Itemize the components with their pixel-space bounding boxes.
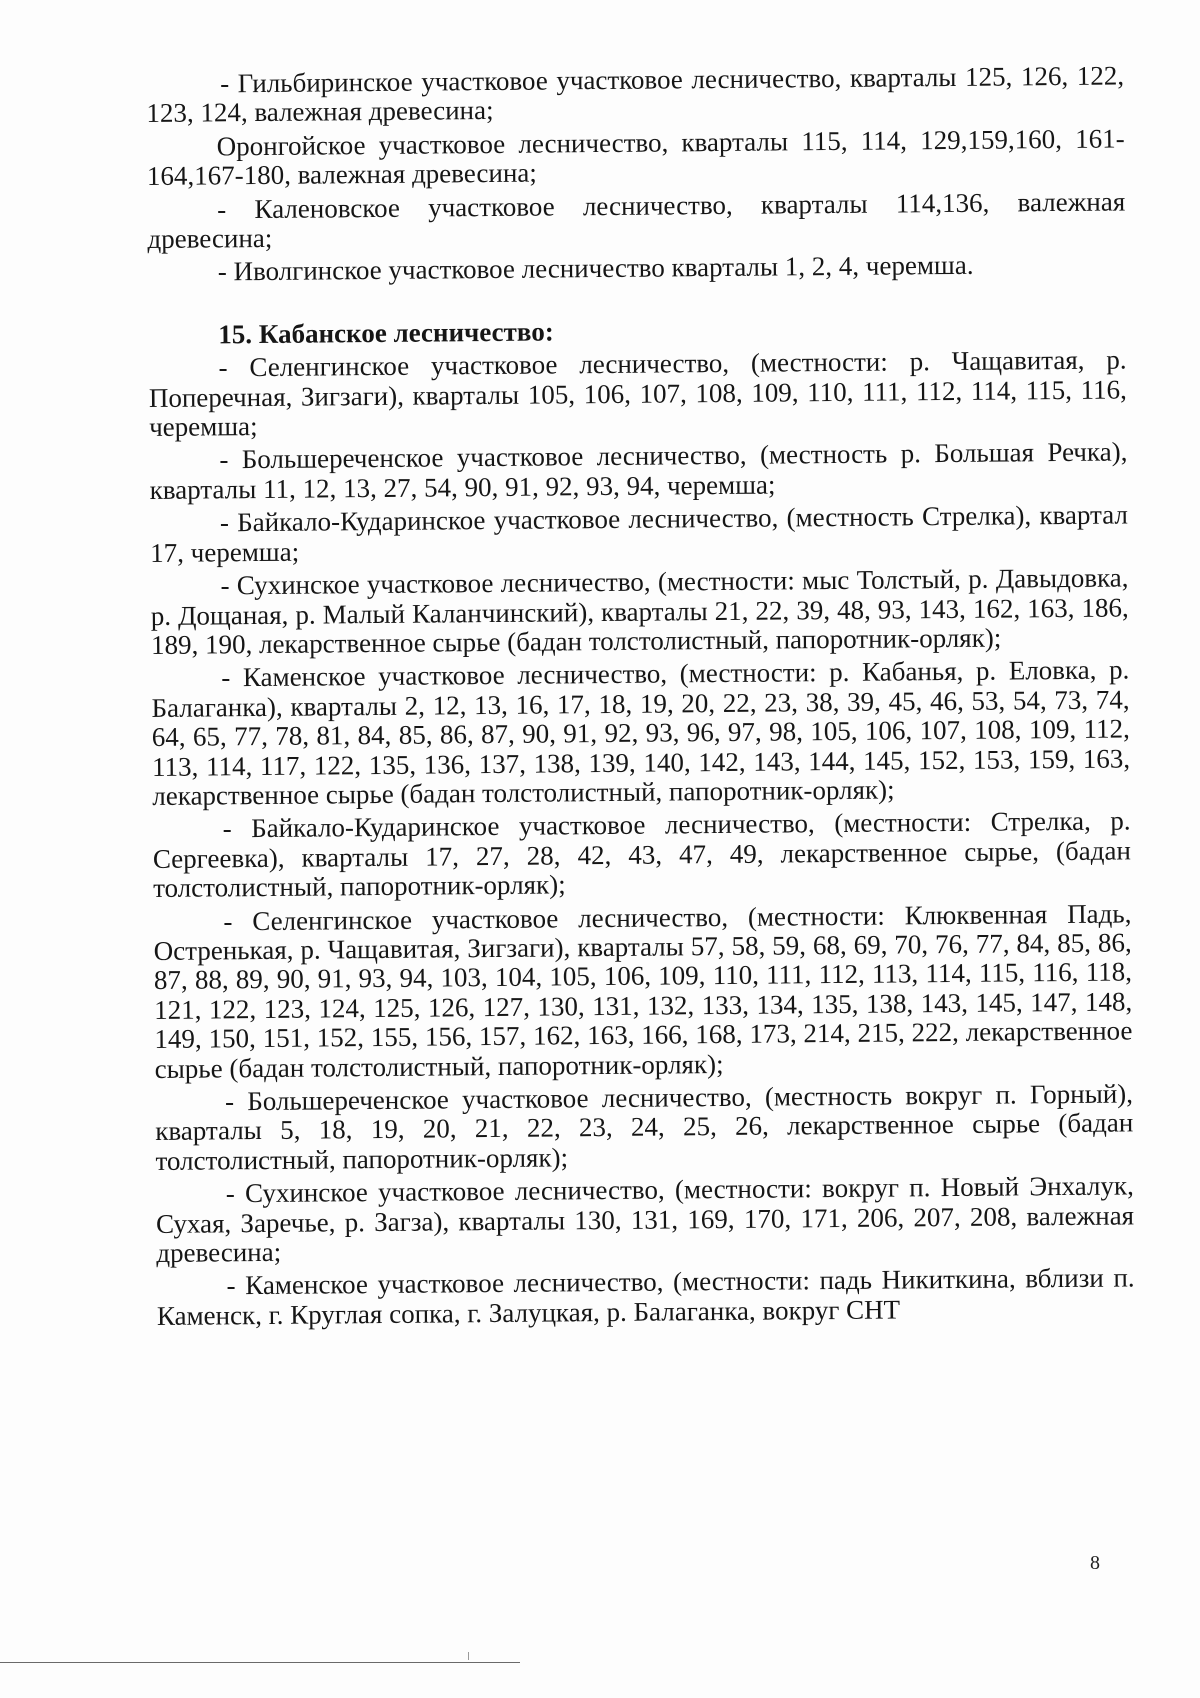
paragraph-selenginskoe-1: - Селенгинское участковое лесничество, (местности: р. Чащавитая, р. Поперечная, Зигзаги), кварталы 105, 106, 107, 108, 109, 110, 111, 112, 114, 115, 116, черемша;	[148, 344, 1127, 443]
paragraph-baikalo-kudarinskoe-2: - Байкало-Кударинское участковое лесничество, (местности: Стрелка, р. Сергеевка), кварталы 17, 27, 28, 42, 43, 47, 49, лекарственное сырье, (бадан толстолистный, папоротник-орляк);	[152, 805, 1131, 904]
paragraph-sukhinskoe-2: - Сухинское участковое лесничество, (местности: вокруг п. Новый Энхалук, Сухая, Заречье, р. Загза), кварталы 130, 131, 169, 170, 171, 206, 207, 208, валежная древесина;	[155, 1170, 1135, 1268]
page-number: 8	[1090, 1552, 1100, 1574]
paragraph-kamenskoe-2: - Каменское участковое лесничество, (местности: падь Никиткина, вблизи п. Каменск, г. Круглая сопка, г. Залуцкая, р. Балаганка, вокруг СНТ	[156, 1262, 1135, 1331]
paragraph-bolsherechenskoe-2: - Большереченское участковое лесничество, (местность вокруг п. Горный), кварталы 5, 18, 19, 20, 21, 22, 23, 24, 25, 26, лекарственное сырье (бадан толстолистный, папоротник-орляк);	[155, 1078, 1134, 1176]
paragraph-kalenovskoe: - Каленовское участковое лесничество, кварталы 114,136, валежная древесина;	[147, 186, 1126, 255]
paragraph-gilbirinskoe: - Гильбиринское участковое участковое лесничество, кварталы 125, 126, 122, 123, 124, валежная древесина;	[146, 60, 1125, 129]
paragraph-orongoyskoe: Оронгойское участковое лесничество, кварталы 115, 114, 129,159,160, 161- 164,167-180, валежная древесина;	[146, 123, 1125, 192]
paragraph-ivolginskoe: - Иволгинское участковое лесничество кварталы 1, 2, 4, черемша.	[217, 250, 974, 287]
paragraph-bolsherechenskoe-1: - Большереченское участковое лесничество, (местность р. Большая Речка), кварталы 11, 12, 13, 27, 54, 90, 91, 92, 93, 94, черемша;	[149, 436, 1128, 505]
document-body	[146, 61, 1135, 1335]
scan-artifact-line	[0, 1662, 520, 1663]
paragraph-kamenskoe-1: - Каменское участковое лесничество, (местности: р. Кабанья, р. Еловка, р. Балаганка), кварталы 2, 12, 13, 16, 17, 18, 19, 20, 22, 23, 38, 39, 45, 46, 53, 54, 73, 74, 64, 65, 77, 78, 81, 84, 85, 86, 87, 90, 91, 92, 93, 96, 97, 98, 105, 106, 107, 108, 109, 112, 113, 114, 117, 122, 135, 136, 137, 138, 139, 140, 142, 143, 144, 145, 152, 153, 159, 163, лекарственное сырье (бадан толстолистный, папоротник-орляк);	[151, 654, 1131, 811]
paragraph-baikalo-kudarinskoe-1: - Байкало-Кударинское участковое лесничество, (местность Стрелка), квартал 17, черемша;	[150, 499, 1129, 568]
paragraph-sukhinskoe-1: - Сухинское участковое лесничество, (местности: мыс Толстый, р. Давыдовка, р. Дощаная, р. Малый Каланчинский), кварталы 21, 22, 39, 48, 93, 143, 162, 163, 186, 189, 190, лекарственное сырье (бадан толстолистный, папоротник-орляк);	[150, 562, 1129, 660]
paragraph-selenginskoe-2: - Селенгинское участковое лесничество, (местности: Клюквенная Падь, Остренькая, р. Чащавитая, Зигзаги), кварталы 57, 58, 59, 68, 69, 70, 76, 77, 84, 85, 86, 87, 88, 89, 90, 91, 93, 94, 103, 104, 105, 106, 109, 110, 111, 112, 113, 114, 115, 116, 118, 121, 122, 123, 124, 125, 126, 127, 130, 131, 132, 133, 134, 135, 138, 143, 145, 147, 148, 149, 150, 151, 152, 155, 156, 157, 162, 163, 166, 168, 173, 214, 215, 222, лекарственное сырье (бадан толстолистный, папоротник-орляк);	[153, 897, 1133, 1084]
section-heading-kabanskoe: 15. Кабанское лесничество:	[218, 316, 554, 350]
scan-artifact-tick	[468, 1652, 469, 1660]
